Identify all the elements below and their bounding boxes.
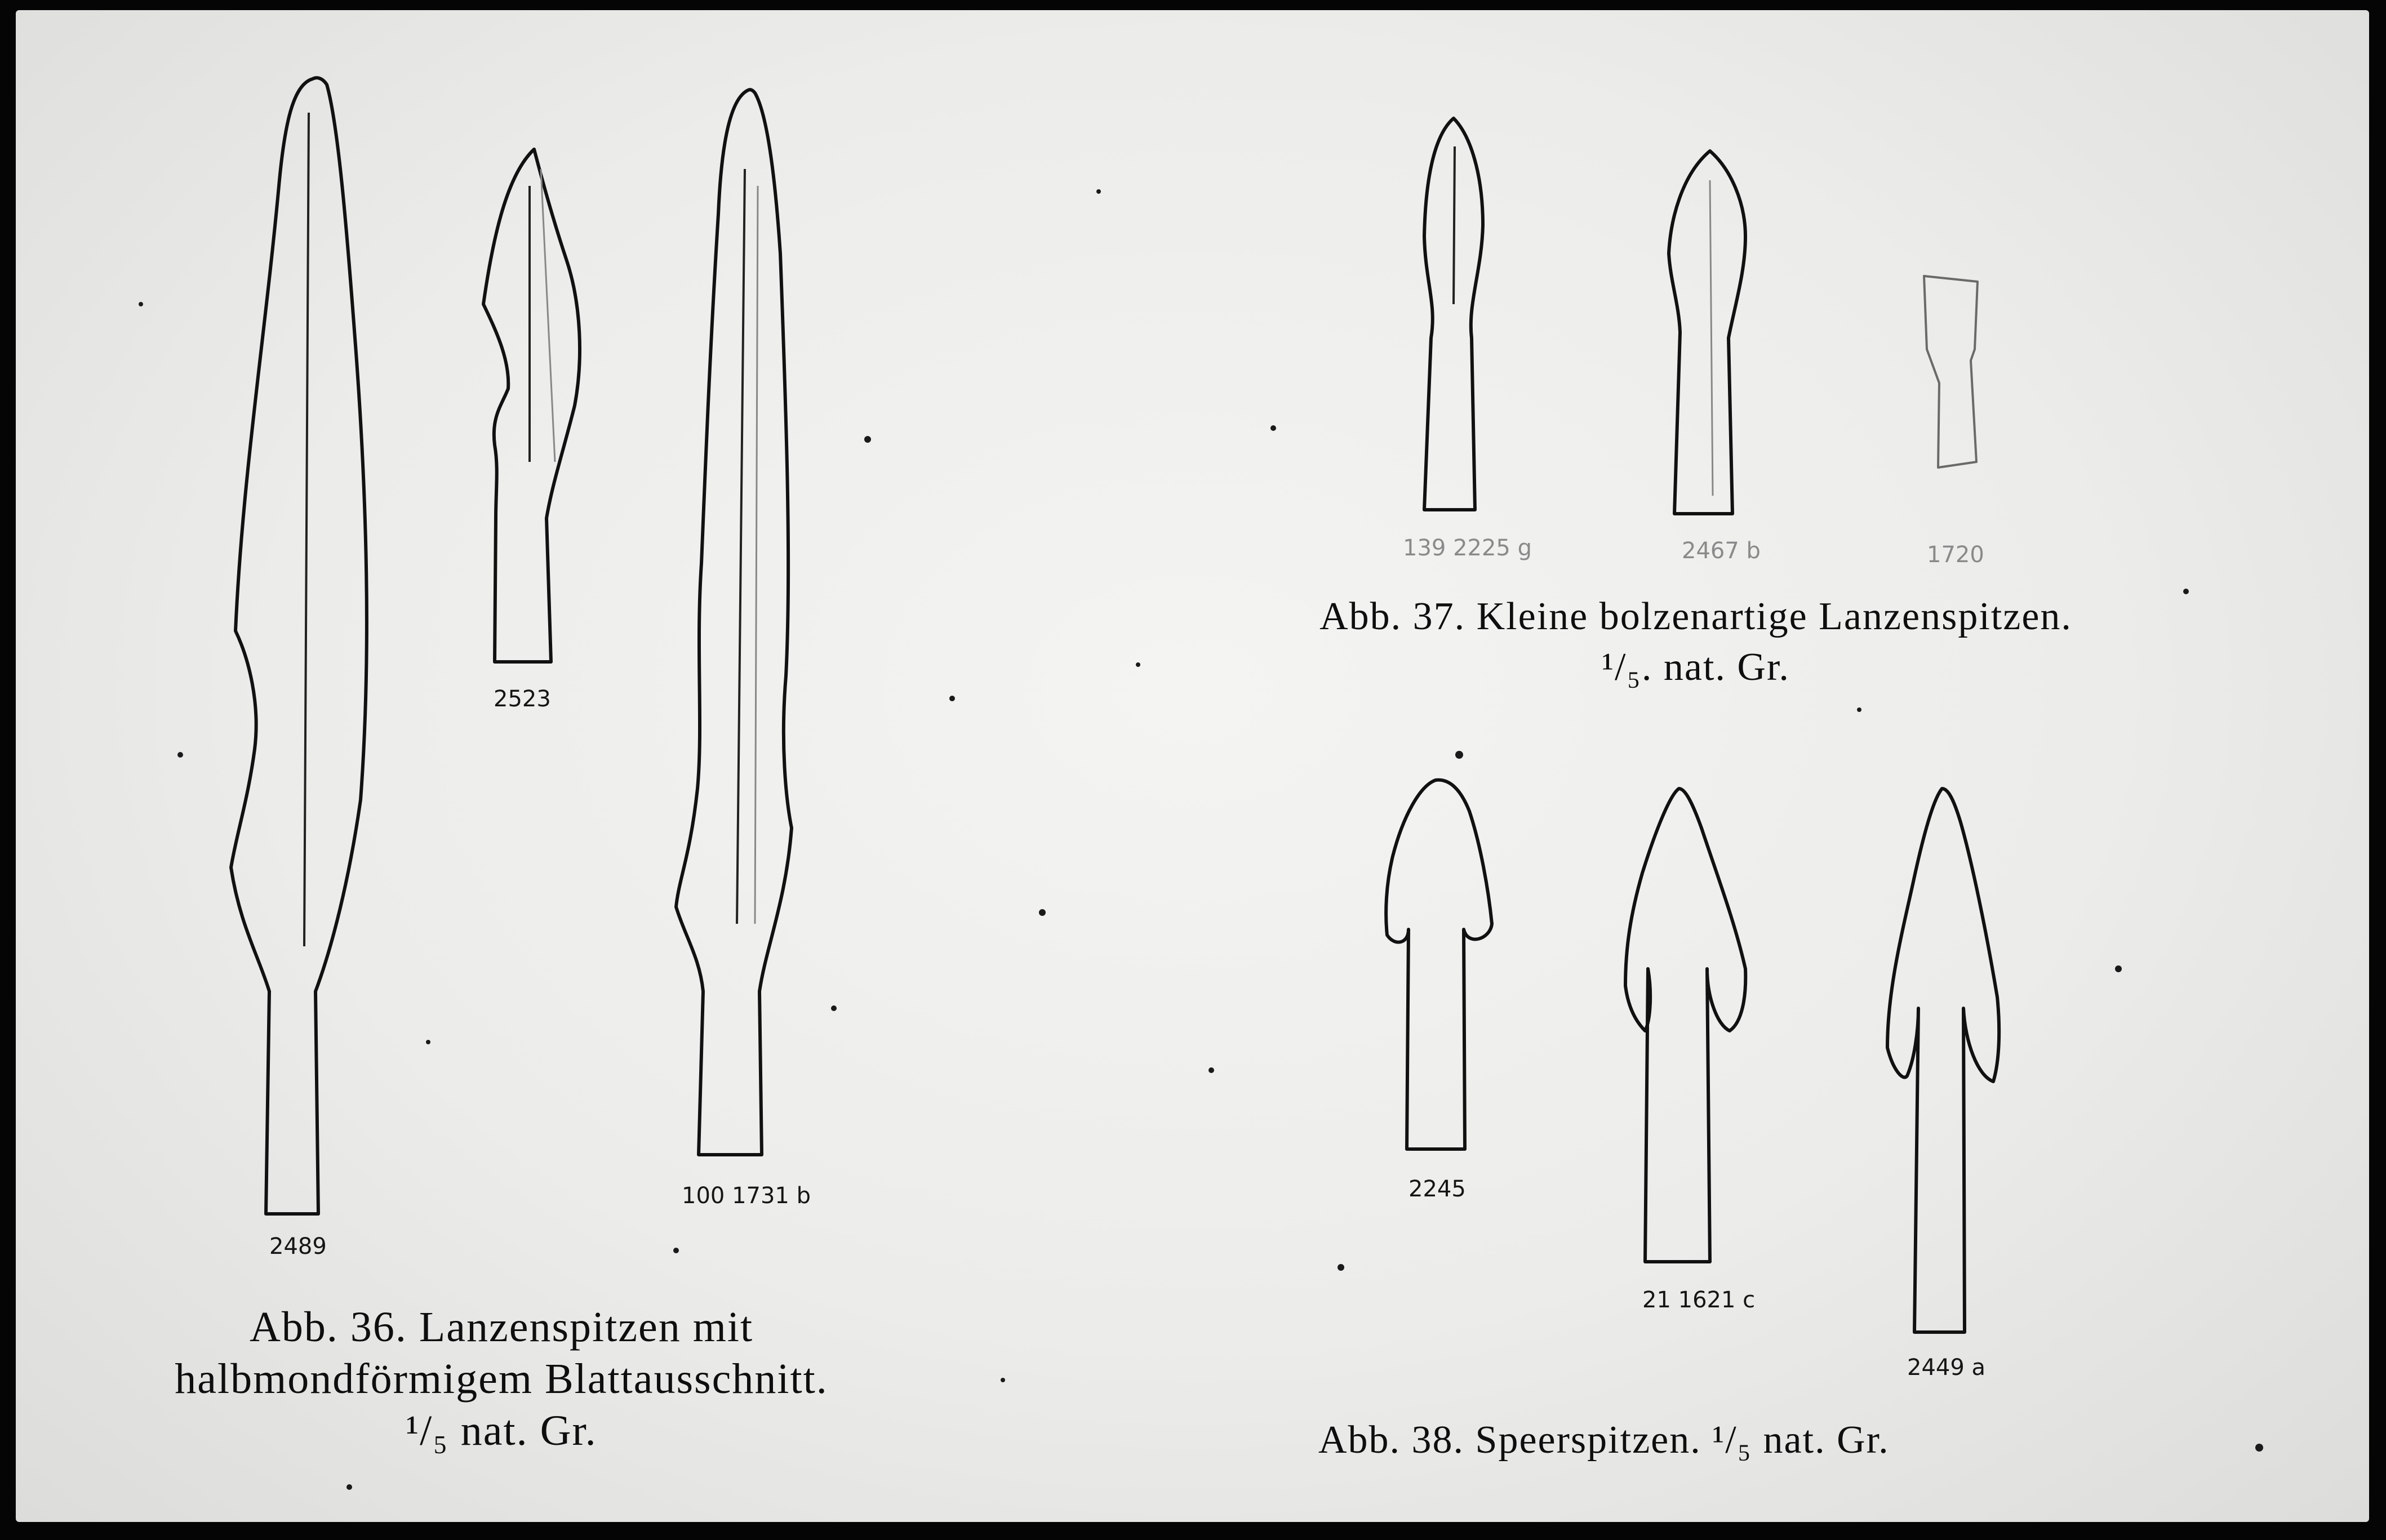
caption-scale: ¹/₅ nat. Gr.: [406, 1407, 597, 1454]
spearhead-2523: [483, 149, 580, 662]
bolt-head-139-2225: [1424, 118, 1483, 510]
spearhead-2489: [231, 78, 367, 1214]
bolt-head-1720: [1924, 276, 1978, 468]
spearhead-100-1731: [676, 90, 792, 1155]
specimen-number: 21 1621 c: [1642, 1287, 1756, 1313]
caption-scale: ¹/₅. nat. Gr.: [1602, 646, 1790, 689]
caption-abb-36: [135, 1301, 868, 1457]
caption-line: Abb. 36. Lanzenspitzen mit: [249, 1303, 754, 1351]
specimen-number: 2245: [1409, 1176, 1466, 1202]
speerspitze-21-1621: [1625, 789, 1745, 1262]
specimen-number: 2449 a: [1907, 1355, 1986, 1381]
specimen-number: 100 1731 b: [682, 1183, 811, 1209]
speerspitze-2245: [1386, 780, 1492, 1149]
speerspitze-2449: [1887, 789, 1999, 1332]
specimen-number: 139 2225 g: [1403, 535, 1532, 561]
specimen-number: 2489: [269, 1234, 327, 1259]
caption-line: halbmondförmigem Blattausschnitt.: [175, 1355, 828, 1403]
bolt-head-2467: [1669, 151, 1745, 514]
caption-abb-38: [1318, 1417, 1890, 1464]
caption-line: Abb. 37. Kleine bolzenartige Lanzenspitzen.: [1319, 595, 2072, 638]
specimen-number: 2523: [494, 686, 551, 712]
specimen-number: 1720: [1927, 542, 1984, 568]
caption-abb-37: [1217, 591, 2175, 693]
dust-specks: [139, 189, 2263, 1490]
caption-line: Abb. 38. Speerspitzen. ¹/₅ nat. Gr.: [1318, 1418, 1890, 1462]
specimen-number: 2467 b: [1682, 538, 1761, 564]
